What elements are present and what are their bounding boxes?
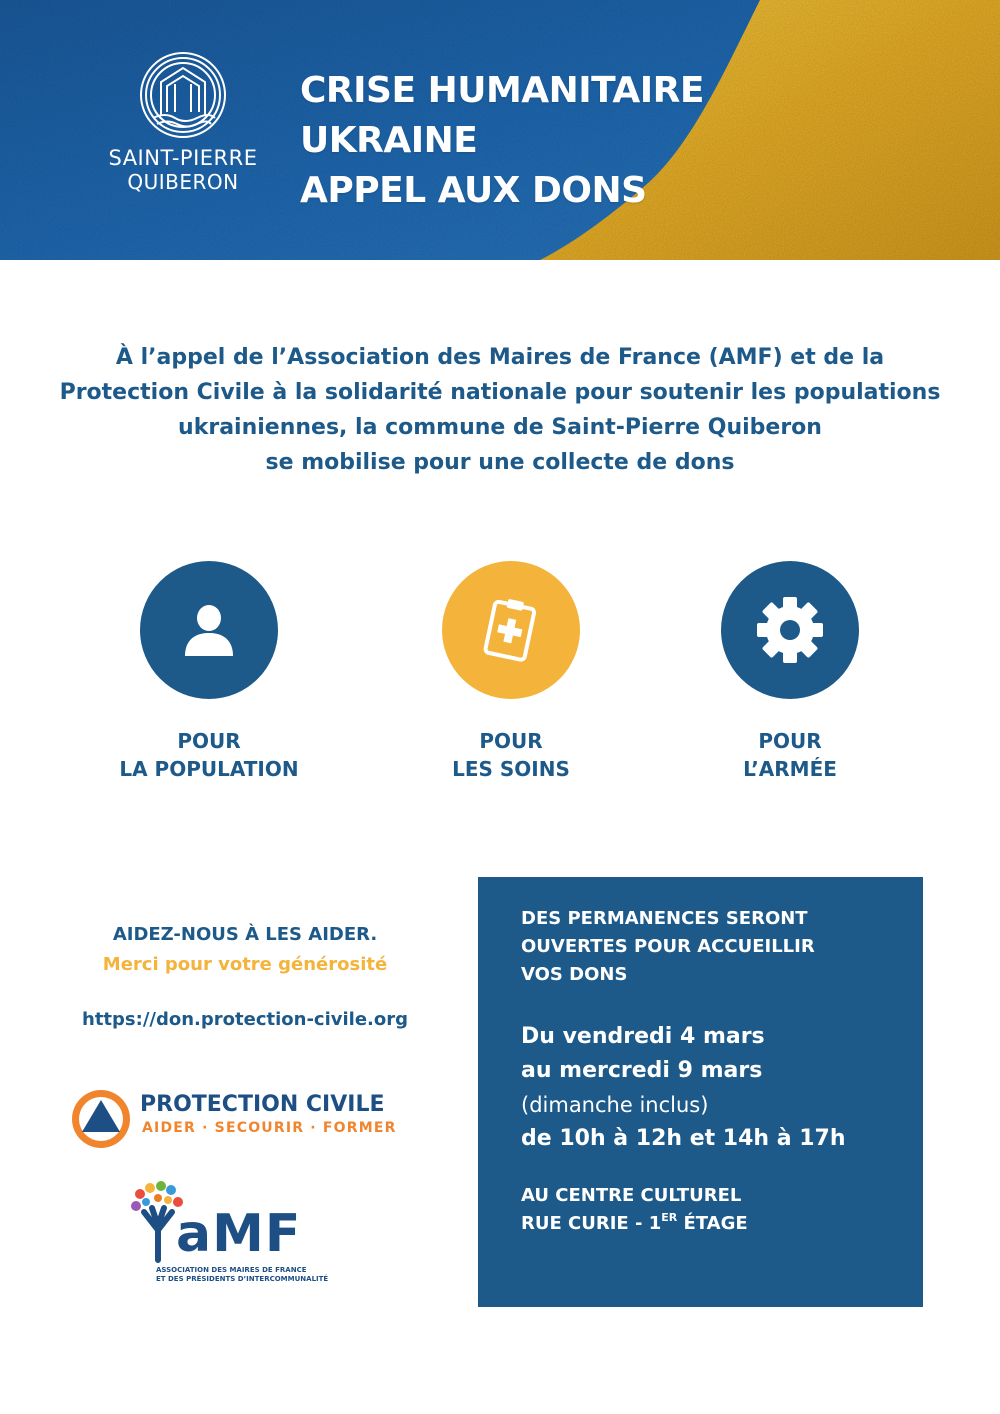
care-circle (442, 561, 580, 699)
permanence-heading-line: OUVERTES POUR ACCUEILLIR (521, 936, 815, 957)
logo-town-name: SAINT-PIERRE (108, 146, 258, 170)
protection-civile-emblem-icon (70, 1088, 132, 1150)
help-message (40, 920, 450, 980)
intro-paragraph (30, 340, 970, 480)
amf-logo (128, 1180, 368, 1290)
protection-civile-name: PROTECTION CIVILE (140, 1092, 385, 1117)
category-label (670, 727, 910, 783)
category-label-line2: LA POPULATION (119, 757, 299, 781)
permanence-heading-line: VOS DONS (521, 964, 628, 985)
category-label (89, 727, 329, 783)
header-banner (0, 0, 1000, 260)
opening-hours: de 10h à 12h et 14h à 17h (521, 1126, 846, 1151)
category-care (391, 561, 631, 783)
title-line-1: CRISE HUMANITAIRE (300, 70, 704, 111)
protection-civile-logo (70, 1088, 430, 1148)
town-emblem-icon (135, 50, 231, 140)
protection-civile-tagline: AIDER · SECOURIR · FORMER (142, 1120, 397, 1136)
amf-subtitle (156, 1266, 328, 1284)
title-line-3: APPEL AUX DONS (300, 170, 647, 211)
population-circle (140, 561, 278, 699)
location-line1: AU CENTRE CULTUREL (521, 1185, 742, 1206)
category-label-line1: POUR (177, 729, 241, 753)
title-line-2: UKRAINE (300, 120, 478, 161)
intro-line: À l’appel de l’Association des Maires de France (AMF) et de la (115, 345, 885, 370)
permanence-heading (521, 905, 815, 989)
gear-icon (755, 595, 825, 665)
intro-line: Protection Civile à la solidarité nationale pour soutenir les populations (59, 380, 941, 405)
location-street: RUE CURIE - 1 (521, 1213, 662, 1234)
category-population (89, 561, 329, 783)
intro-line: ukrainiennes, la commune de Saint-Pierre Quiberon (178, 415, 822, 440)
amf-wordmark: aMF (176, 1204, 302, 1264)
category-label-line1: POUR (479, 729, 543, 753)
permanence-location (521, 1182, 748, 1238)
medical-clipboard-icon (480, 597, 542, 663)
floor-superscript: ER (661, 1211, 678, 1224)
date-note: (dimanche inclus) (521, 1093, 709, 1117)
date-start: Du vendredi 4 mars (521, 1024, 765, 1049)
category-label-line2: LES SOINS (452, 757, 570, 781)
location-floor: ÉTAGE (677, 1213, 748, 1234)
permanence-dates (521, 1020, 846, 1156)
category-label-line2: L’ARMÉE (743, 757, 837, 781)
location-line2 (521, 1210, 748, 1238)
logo-town-name-2: QUIBERON (127, 170, 239, 194)
donation-link[interactable]: https://don.protection-civile.org (82, 1009, 408, 1030)
help-line-1: AIDEZ-NOUS À LES AIDER. (112, 924, 378, 945)
amf-subtitle-line1: ASSOCIATION DES MAIRES DE FRANCE (156, 1266, 307, 1274)
amf-subtitle-line2: ET DES PRÉSIDENTS D’INTERCOMMUNALITÉ (156, 1275, 329, 1283)
category-label (391, 727, 631, 783)
category-army (670, 561, 910, 783)
thanks-line: Merci pour votre générosité (102, 954, 388, 975)
date-end: au mercredi 9 mars (521, 1058, 763, 1083)
opening-hours-box (478, 877, 923, 1307)
page-title (300, 66, 704, 216)
saint-pierre-quiberon-logo (88, 50, 278, 194)
person-icon (183, 602, 235, 658)
category-label-line1: POUR (758, 729, 822, 753)
army-circle (721, 561, 859, 699)
intro-line: se mobilise pour une collecte de dons (265, 450, 735, 475)
permanence-heading-line: DES PERMANENCES SERONT (521, 908, 808, 929)
